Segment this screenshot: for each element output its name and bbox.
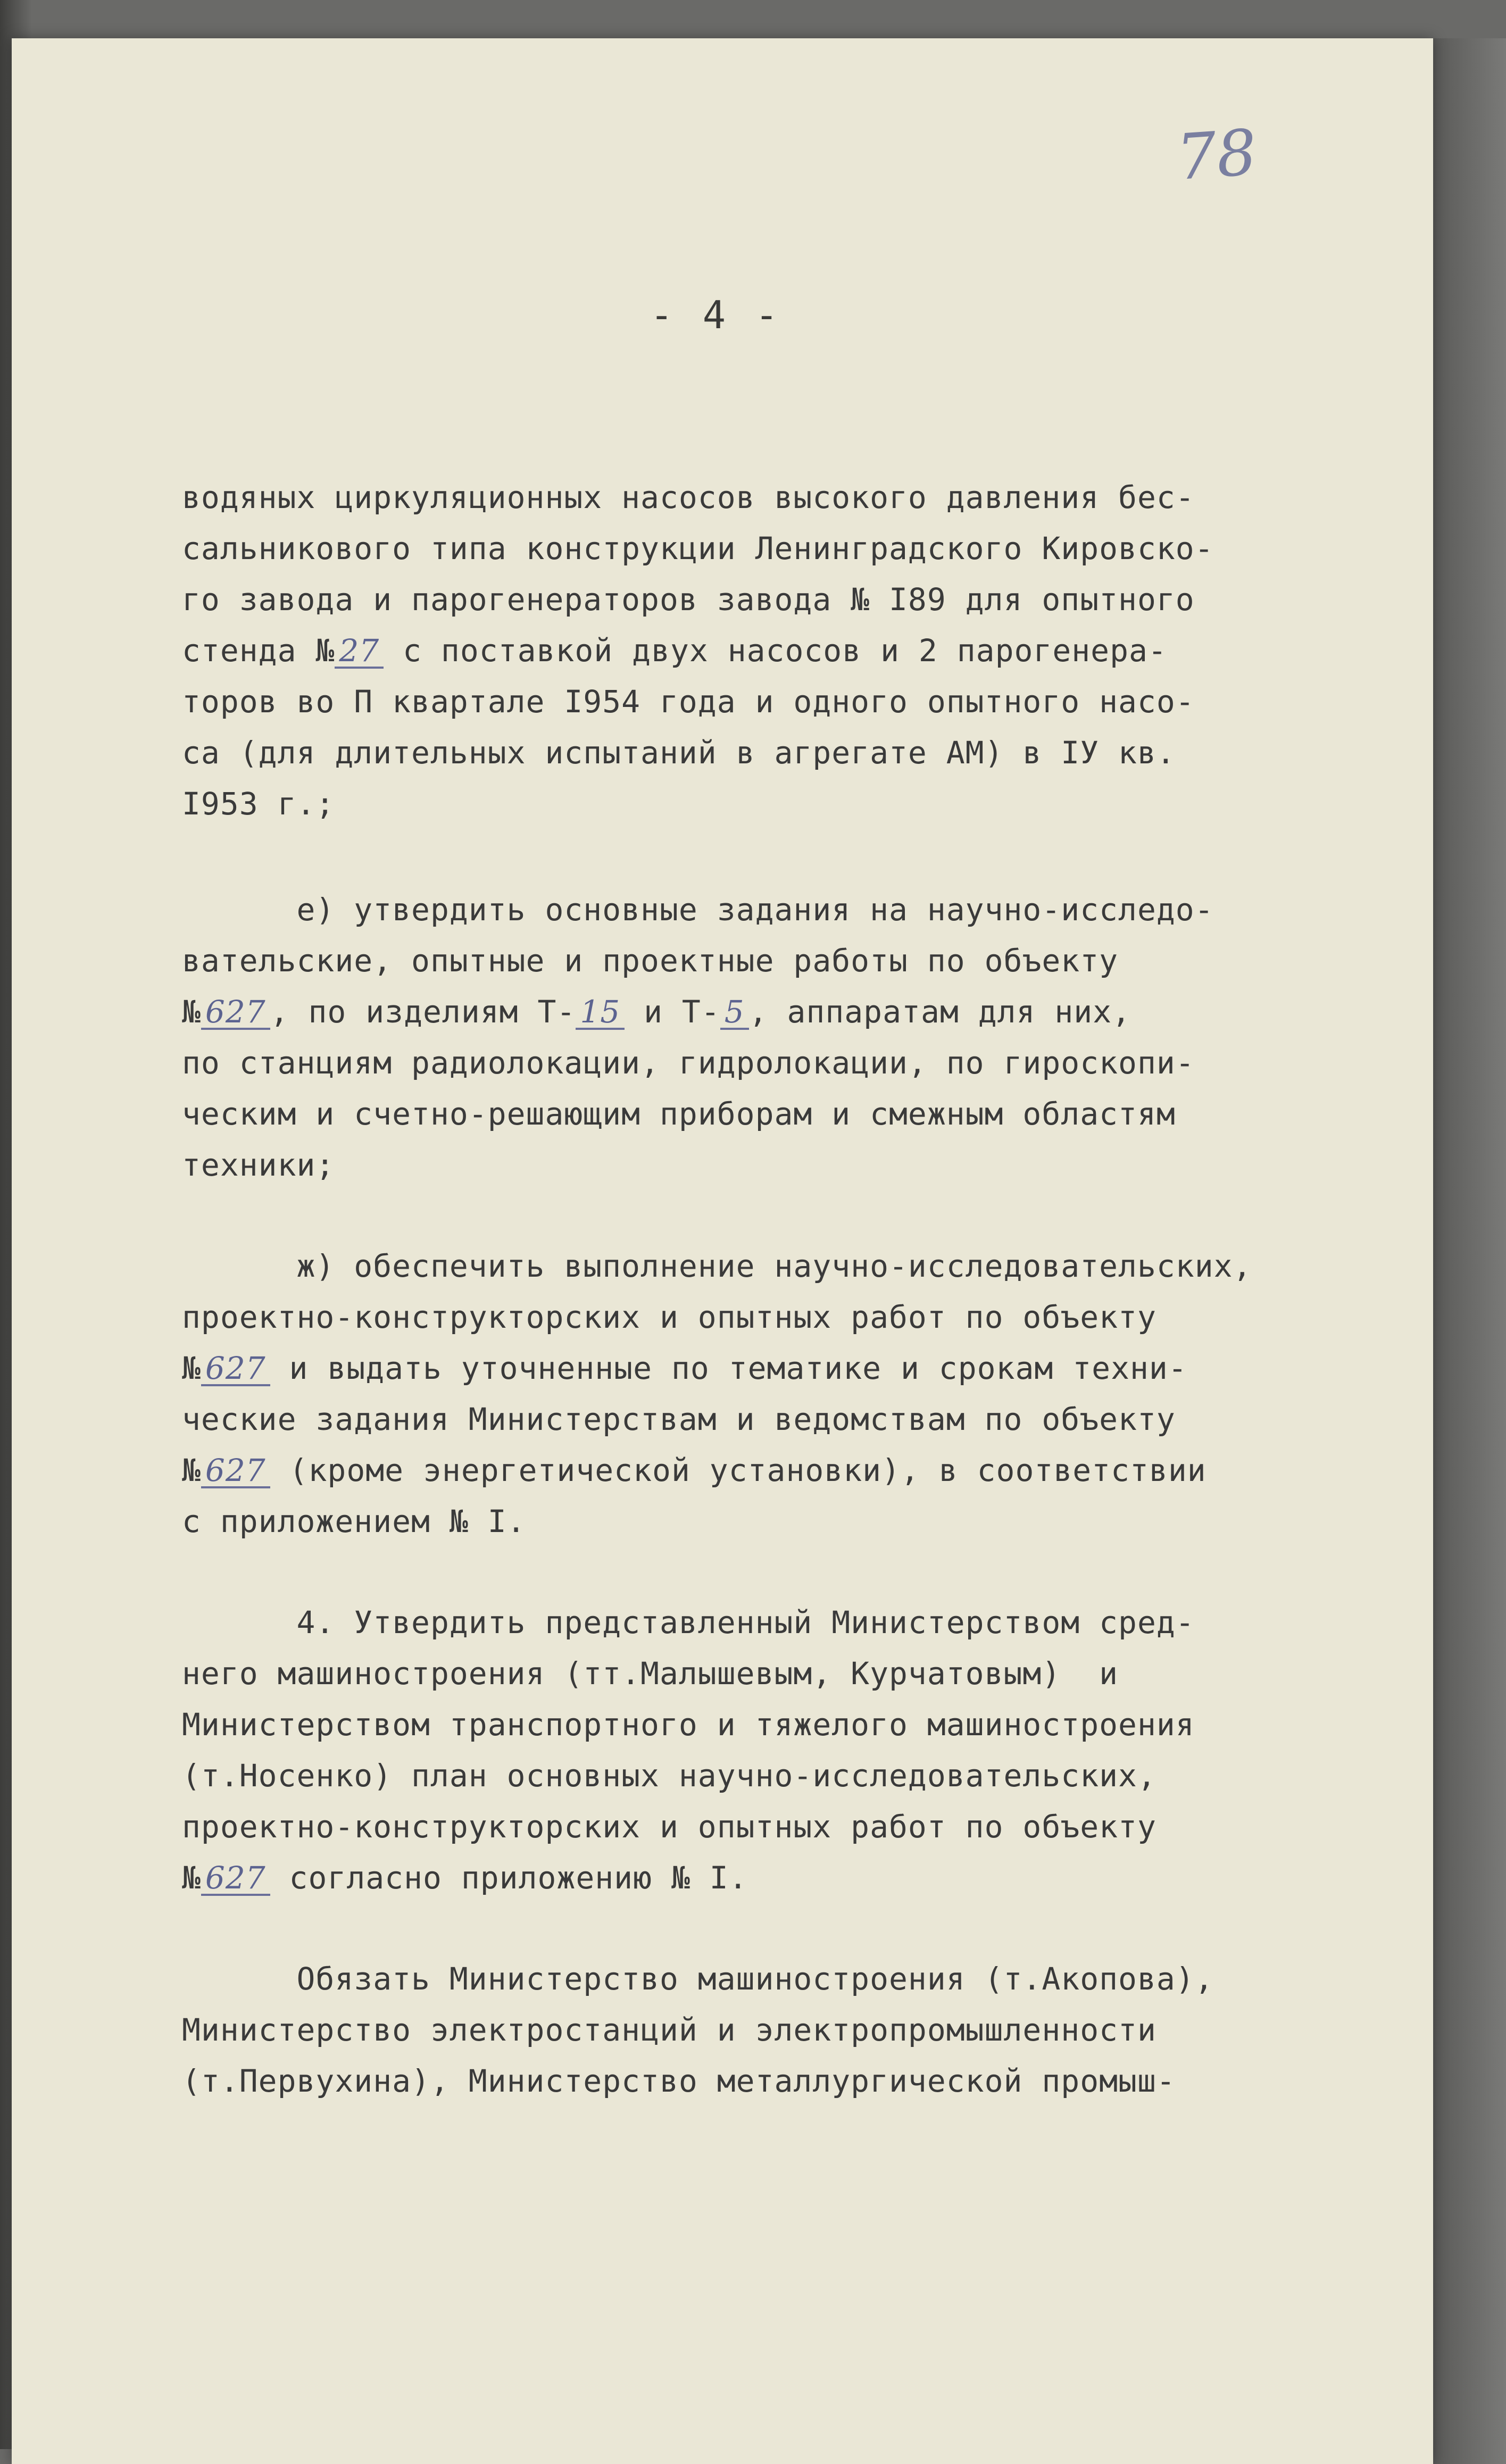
text-line	[182, 986, 1405, 1037]
typed-text: са (для длительных испытаний в агрегате АМ) в IУ кв.	[182, 735, 1176, 771]
typed-text: Министерство электростанций и электропромышленности	[182, 2012, 1156, 2048]
paragraph-section-4	[182, 1597, 1405, 1903]
text-line	[182, 1750, 1405, 1801]
text-line	[182, 1852, 1405, 1903]
typed-text: ж) обеспечить выполнение научно-исследовательских,	[182, 1248, 1252, 1284]
handwritten-number: 627	[201, 1454, 270, 1488]
typed-text: и выдать уточненные по тематике и срокам техни-	[270, 1350, 1187, 1386]
typed-text: сальникового типа конструкции Ленинградского Кировско-	[182, 530, 1214, 567]
handwritten-number: 5	[720, 996, 749, 1030]
typed-text: согласно приложению № I.	[270, 1860, 748, 1896]
typed-text: №	[182, 994, 201, 1030]
text-line	[182, 1597, 1405, 1648]
typed-text: го завода и парогенераторов завода № I89 для опытного	[182, 581, 1195, 618]
handwritten-number: 15	[576, 996, 625, 1030]
typed-text: с поставкой двух насосов и 2 парогенера-	[384, 632, 1167, 669]
typed-text: ческие задания Министерствам и ведомствам по объекту	[182, 1401, 1176, 1437]
text-line	[182, 2004, 1405, 2055]
typed-text: , аппаратам для них,	[748, 994, 1131, 1030]
text-line	[182, 1648, 1405, 1699]
typed-text: него машиностроения (тт.Малышевым, Курчатовым) и	[182, 1655, 1119, 1692]
text-line	[182, 1292, 1405, 1343]
text-line	[182, 727, 1405, 778]
typed-text: №	[182, 1452, 201, 1488]
typed-text: вательские, опытные и проектные работы по объекту	[182, 943, 1119, 979]
handwritten-number: 27	[335, 635, 384, 669]
typed-text: по станциям радиолокации, гидролокации, по гироскопи-	[182, 1045, 1195, 1081]
text-line	[182, 625, 1405, 676]
text-line	[182, 1343, 1405, 1394]
typed-text: техники;	[182, 1147, 335, 1183]
typed-text: ческим и счетно-решающим приборам и смежным областям	[182, 1096, 1176, 1132]
handwritten-number: 627	[201, 1352, 270, 1386]
text-line	[182, 1801, 1405, 1852]
text-line	[182, 884, 1405, 935]
typed-text: водяных циркуляционных насосов высокого давления бес-	[182, 479, 1195, 515]
text-line	[182, 1139, 1405, 1191]
typed-text: Министерством транспортного и тяжелого машиностроения	[182, 1707, 1195, 1743]
typed-text: , по изделиям Т-	[270, 994, 576, 1030]
page-number: - 4 -	[650, 293, 781, 337]
text-line	[182, 574, 1405, 625]
text-line	[182, 1953, 1405, 2004]
paragraph-continuation	[182, 472, 1405, 829]
paragraph-item-e	[182, 884, 1405, 1191]
text-line	[182, 1037, 1405, 1088]
text-line	[182, 1445, 1405, 1496]
sheet-edge	[1433, 38, 1506, 2464]
typed-text: проектно-конструкторских и опытных работ по объекту	[182, 1299, 1156, 1335]
typed-text: 4. Утвердить представленный Министерством сред-	[182, 1604, 1195, 1641]
typed-text: и Т-	[625, 994, 720, 1030]
typed-text: (кроме энергетической установки), в соответствии	[270, 1452, 1207, 1488]
typed-text: №	[182, 1860, 201, 1896]
text-line	[182, 935, 1405, 986]
typed-text: торов во П квартале I954 года и одного опытного насо-	[182, 684, 1195, 720]
typed-text: проектно-конструкторских и опытных работ по объекту	[182, 1809, 1156, 1845]
text-line	[182, 778, 1405, 829]
text-line	[182, 2055, 1405, 2107]
handwritten-number: 627	[201, 996, 270, 1030]
text-line	[182, 472, 1405, 523]
typed-text: I953 г.;	[182, 786, 335, 822]
paragraph-obligation	[182, 1953, 1405, 2107]
text-line	[182, 523, 1405, 574]
text-line	[182, 1241, 1405, 1292]
typed-text: №	[182, 1350, 201, 1386]
text-line	[182, 676, 1405, 727]
typed-text: (т.Первухина), Министерство металлургической промыш-	[182, 2063, 1176, 2099]
folio-number: 78	[1174, 115, 1259, 195]
text-line	[182, 1088, 1405, 1139]
typed-text: Обязать Министерство машиностроения (т.Акопова),	[182, 1961, 1214, 1997]
typed-text: стенда №	[182, 632, 335, 669]
text-line	[182, 1699, 1405, 1750]
paragraph-item-zh	[182, 1241, 1405, 1547]
typed-text: (т.Носенко) план основных научно-исследовательских,	[182, 1758, 1156, 1794]
document-page	[12, 38, 1433, 2464]
text-line	[182, 1496, 1405, 1547]
handwritten-number: 627	[201, 1862, 270, 1896]
text-line	[182, 1394, 1405, 1445]
typed-text: с приложением № I.	[182, 1503, 526, 1539]
typed-text: е) утвердить основные задания на научно-исследо-	[182, 892, 1214, 928]
